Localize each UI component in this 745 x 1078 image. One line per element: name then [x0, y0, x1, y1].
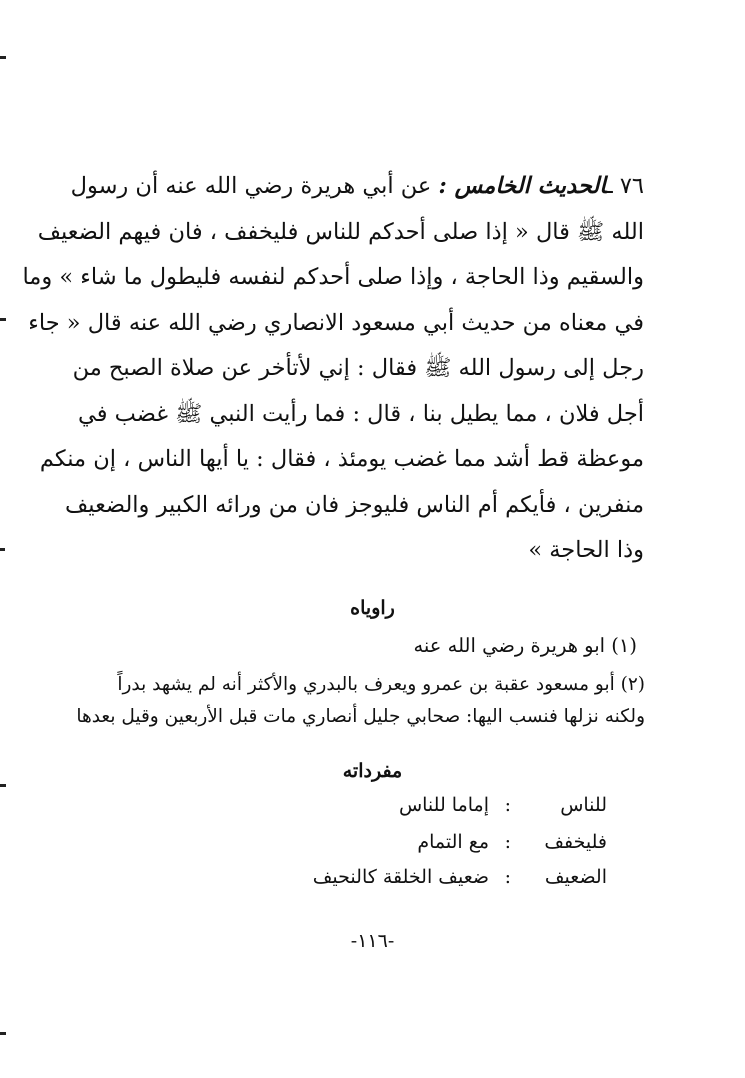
vocabulary-entry	[127, 866, 607, 898]
hadith-line-8: منفرين ، فأيكم أم الناس فليوجز فان من ورائه الكبير والضعيف	[65, 491, 644, 518]
vocabulary-meaning: إماما للناس	[398, 794, 489, 816]
hadith-line-9: وذا الحاجة »	[528, 537, 644, 563]
vocabulary-term: الضعيف	[544, 866, 607, 888]
narrator-item-2-continued: ولكنه نزلها فنسب اليها: صحابي جليل أنصاري مات قبل الأربعين وقيل بعدها	[76, 706, 645, 727]
vocabulary-heading: مفرداته	[342, 760, 403, 782]
hadith-line-3: والسقيم وذا الحاجة ، وإذا صلى أحدكم لنفسه فليطول ما شاء » وما	[22, 264, 644, 290]
hadith-line-text: عن أبي هريرة رضي الله عنه أن رسول	[70, 173, 432, 199]
scan-edge-mark	[0, 56, 6, 59]
page-number: -١١٦-	[350, 930, 395, 952]
scan-edge-mark	[0, 318, 6, 321]
hadith-text	[22, 164, 644, 574]
vocabulary-meaning: مع التمام	[417, 831, 489, 853]
vocabulary-separator: :	[504, 794, 511, 816]
vocabulary-entry	[127, 794, 607, 826]
narrator-item-2: (٢) أبو مسعود عقبة بن عمرو ويعرف بالبدري والأكثر أنه لم يشهد بدراً	[117, 674, 645, 695]
scan-edge-mark	[0, 548, 5, 551]
vocabulary-term: فليخفف	[544, 831, 607, 853]
hadith-line-1: ٧٦ ـالحديث الخامس : عن أبي هريرة رضي الله عنه أن رسول	[70, 173, 644, 199]
vocabulary-meaning: ضعيف الخلقة كالنحيف	[312, 866, 489, 888]
hadith-line-6: أجل فلان ، مما يطيل بنا ، قال : فما رأيت النبي ﷺ غضب في	[77, 400, 644, 427]
hadith-line-7: موعظة قط أشد مما غضب يومئذ ، فقال : يا أيها الناس ، إن منكم	[39, 446, 644, 472]
hadith-line-4: في معناه من حديث أبي مسعود الانصاري رضي الله عنه قال « جاء	[28, 309, 644, 336]
hadith-number: ٧٦	[619, 173, 644, 199]
vocabulary-separator: :	[504, 866, 511, 888]
vocabulary-separator: :	[504, 831, 511, 853]
scan-edge-mark	[0, 1032, 6, 1035]
vocabulary-term: للناس	[560, 794, 607, 816]
vocabulary-entry	[127, 831, 607, 863]
narrator-item-1: (١) ابو هريرة رضي الله عنه	[413, 634, 637, 657]
narrators-heading: راوياه	[350, 597, 395, 619]
scan-edge-mark	[0, 784, 6, 787]
hadith-line-2: الله ﷺ قال « إذا صلى أحدكم للناس فليخفف ، فان فيهم الضعيف	[37, 218, 644, 245]
hadith-title: الحديث الخامس :	[438, 173, 607, 199]
hadith-line-5: رجل إلى رسول الله ﷺ فقال : إني لأتأخر عن صلاة الصبح من	[72, 355, 644, 381]
